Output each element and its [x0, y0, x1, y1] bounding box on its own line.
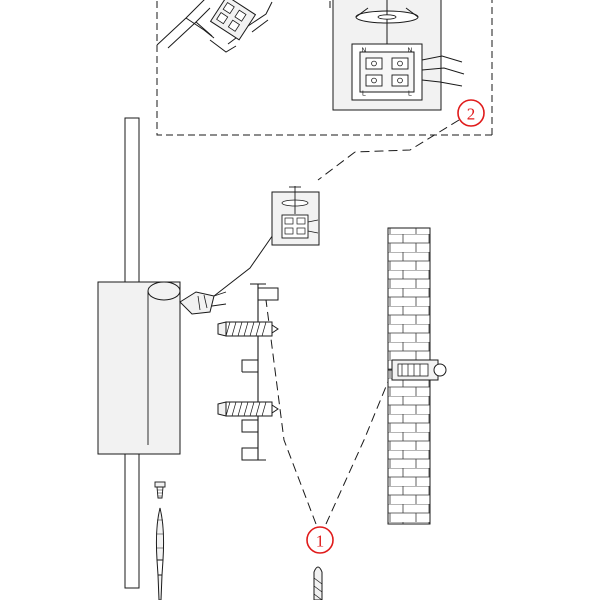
label-N-right: N — [407, 47, 413, 55]
drill-bit — [314, 567, 322, 600]
callout-1 — [307, 527, 333, 553]
label-N-left: N — [361, 47, 367, 55]
label-L-left: L — [362, 90, 366, 98]
callout-1-label: 1 — [315, 531, 325, 551]
screw-upper — [218, 322, 278, 336]
cable-gland-detail — [157, 0, 272, 52]
terminal-block-small — [272, 186, 319, 245]
callout-2 — [458, 100, 484, 126]
callout-2-label: 2 — [466, 104, 476, 124]
screwdriver — [156, 508, 163, 600]
small-screw — [155, 482, 165, 498]
wall-clamp — [388, 360, 446, 380]
screw-lower — [218, 402, 278, 416]
plug-connector — [180, 292, 226, 314]
wall-bracket — [242, 284, 278, 460]
label-L-right: L — [408, 90, 412, 98]
luminaire-body — [98, 282, 180, 454]
detail-box-upper-left — [157, 0, 492, 135]
